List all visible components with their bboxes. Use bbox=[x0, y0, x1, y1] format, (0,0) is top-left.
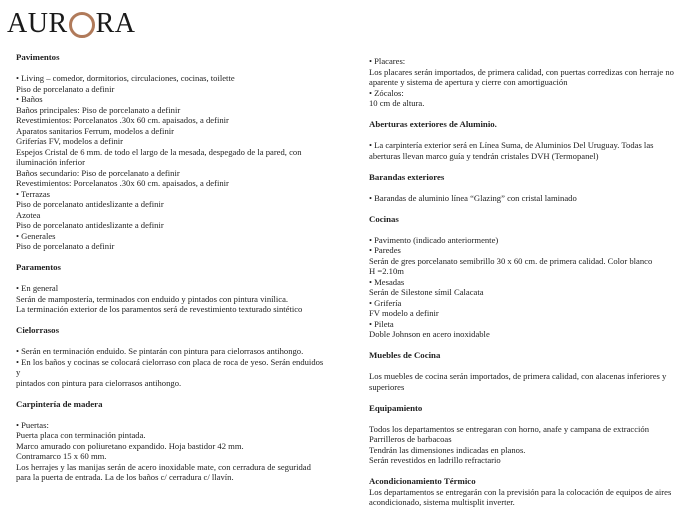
text-line: • Baños bbox=[16, 94, 43, 104]
text-line: • Mesadas bbox=[369, 276, 405, 287]
text-line: Baños secundario: Piso de porcelanato a definir bbox=[16, 167, 180, 178]
section-body-muebles bbox=[369, 371, 700, 392]
section-body-barandas bbox=[369, 193, 700, 204]
text-line: • Grifería bbox=[369, 297, 402, 308]
text-line: Serán de gres porcelanato semibrillo 30 x 60 cm. de primera calidad. Color blanco bbox=[369, 255, 653, 266]
text-line: Los herrajes y las manijas serán de acero inoxidable mate, con cerradura de seguridad bbox=[16, 461, 311, 472]
text-line: • Terrazas bbox=[16, 188, 50, 199]
text-line: aberturas llevan marco guía y tendrán cristales DVH (Termopanel) bbox=[369, 150, 599, 161]
left-column bbox=[16, 52, 351, 483]
text-line: Piso de porcelanato a definir bbox=[16, 241, 115, 251]
section-body-cocinas bbox=[369, 235, 700, 340]
text-line: iluminación inferior bbox=[16, 157, 85, 167]
text-line: Parrilleros de barbacoas bbox=[369, 434, 452, 444]
text-line: FV modelo a definir bbox=[369, 308, 439, 318]
text-line: Piso de porcelanato antideslizante a definir bbox=[16, 199, 164, 209]
text-line: • La carpintería exterior será en Línea Suma, de Aluminios Del Uruguay. Todas las bbox=[369, 140, 654, 150]
section-body-paramentos bbox=[16, 283, 351, 315]
text-line: Piso de porcelanato a definir bbox=[16, 83, 115, 94]
text-line: • Living – comedor, dormitorios, circulaciones, cocinas, toilette bbox=[16, 73, 235, 83]
text-line: Revestimientos: Porcelanatos .30x 60 cm. apaisados, a definir bbox=[16, 178, 229, 188]
text-line: • Paredes bbox=[369, 245, 401, 255]
text-line: Aparatos sanitarios Ferrum, modelos a definir bbox=[16, 125, 174, 136]
aurora-logo bbox=[7, 8, 136, 40]
text-line: • En general bbox=[16, 283, 59, 293]
text-line: • Serán en terminación enduido. Se pintarán con pintura para cielorrasos antihongo. bbox=[16, 346, 304, 356]
logo-text-left: AUR bbox=[7, 8, 68, 39]
text-line: Puerta placa con terminación pintada. bbox=[16, 430, 146, 440]
text-line: y bbox=[16, 367, 21, 377]
section-title-equipamiento: Equipamiento bbox=[369, 402, 423, 413]
section-title-pavimentos: Pavimentos bbox=[16, 52, 60, 62]
section-body-carpinteria bbox=[16, 420, 351, 483]
section-title-paramentos: Paramentos bbox=[16, 262, 61, 272]
section-title-aberturas: Aberturas exteriores de Aluminio. bbox=[369, 119, 497, 129]
section-body-equipamiento bbox=[369, 424, 700, 466]
text-line: Todos los departamentos se entregaran con horno, anafe y campana de extracción bbox=[369, 423, 650, 434]
text-line: Revestimientos: Porcelanatos .30x 60 cm. apaisados, a definir bbox=[16, 115, 229, 125]
text-line: Los placares serán importados, de primera calidad, con puertas corredizas con herraje no bbox=[369, 66, 674, 77]
section-body-acondicionamiento bbox=[369, 487, 700, 508]
text-line: Espejos Cristal de 6 mm. de todo el largo de la mesada, despegado de la pared, con bbox=[16, 146, 302, 157]
logo-text-right: RA bbox=[95, 8, 136, 39]
section-title-carpinteria: Carpintería de madera bbox=[16, 398, 103, 409]
text-line: Serán de Silestone símil Calacata bbox=[369, 287, 484, 297]
text-line: Los muebles de cocina serán importados, de primera calidad, con alacenas inferiores y bbox=[369, 371, 667, 381]
section-title-barandas: Barandas exteriores bbox=[369, 171, 445, 182]
section-body-pavimentos bbox=[16, 73, 351, 252]
section-title-cielorrasos: Cielorrasos bbox=[16, 325, 59, 335]
section-body-placares bbox=[369, 56, 700, 109]
text-line: • Puertas: bbox=[16, 419, 49, 430]
text-line: • Barandas de aluminio línea “Glazing” con cristal laminado bbox=[369, 192, 577, 203]
text-line: • Pavimento (indicado anteriormente) bbox=[369, 234, 499, 245]
text-line: • Placares: bbox=[369, 56, 406, 66]
text-line: Tendrán las dimensiones indicadas en planos. bbox=[369, 444, 526, 455]
text-line: aparente y sistema de apertura y cierre con amortiguación bbox=[369, 77, 568, 87]
text-line: Serán de mampostería, terminados con enduido y pintados con pintura vinílica. bbox=[16, 293, 289, 304]
text-line: • Generales bbox=[16, 230, 56, 241]
right-column bbox=[369, 56, 700, 508]
text-line: 10 cm de altura. bbox=[369, 98, 425, 108]
section-title-cocinas: Cocinas bbox=[369, 213, 399, 224]
text-line: Griferías FV, modelos a definir bbox=[16, 136, 124, 146]
text-line: La terminación exterior de los paramentos será de revestimiento texturado sintético bbox=[16, 304, 303, 314]
text-line: Contramarco 15 x 60 mm. bbox=[16, 451, 107, 461]
text-line: Marco amurado con poliuretano expandido. Hoja bastidor 42 mm. bbox=[16, 440, 244, 451]
text-line: Serán revestidos en ladrillo refractario bbox=[369, 455, 501, 465]
text-line: para la puerta de entrada. La de los baños c/ cerradura c/ llavín. bbox=[16, 472, 234, 482]
section-title-acondicionamiento: Acondicionamiento Térmico bbox=[369, 476, 476, 486]
text-line: • Zócalos: bbox=[369, 87, 404, 98]
text-line: Baños principales: Piso de porcelanato a definir bbox=[16, 104, 181, 115]
text-line: superiores bbox=[369, 381, 405, 392]
section-body-aberturas bbox=[369, 140, 700, 161]
text-line: Los departamentos se entregarán con la previsión para la colocación de equipos de aires bbox=[369, 486, 672, 497]
text-line: pintados con pintura para cielorrasos antihongo. bbox=[16, 377, 182, 388]
text-line: Piso de porcelanato antideslizante a definir bbox=[16, 220, 164, 230]
section-body-cielorrasos bbox=[16, 346, 351, 388]
text-line: Azotea bbox=[16, 209, 41, 220]
text-line: acondicionado, sistema multisplit inverter. bbox=[369, 497, 515, 507]
section-title-muebles: Muebles de Cocina bbox=[369, 350, 441, 360]
text-line: H =2.10m bbox=[369, 266, 404, 276]
text-line: • Pileta bbox=[369, 318, 394, 329]
text-line: Doble Johnson en acero inoxidable bbox=[369, 329, 490, 339]
logo-o-mark bbox=[69, 12, 95, 38]
text-line: • En los baños y cocinas se colocará cielorraso con placa de roca de yeso. Serán enduidos bbox=[16, 356, 324, 367]
